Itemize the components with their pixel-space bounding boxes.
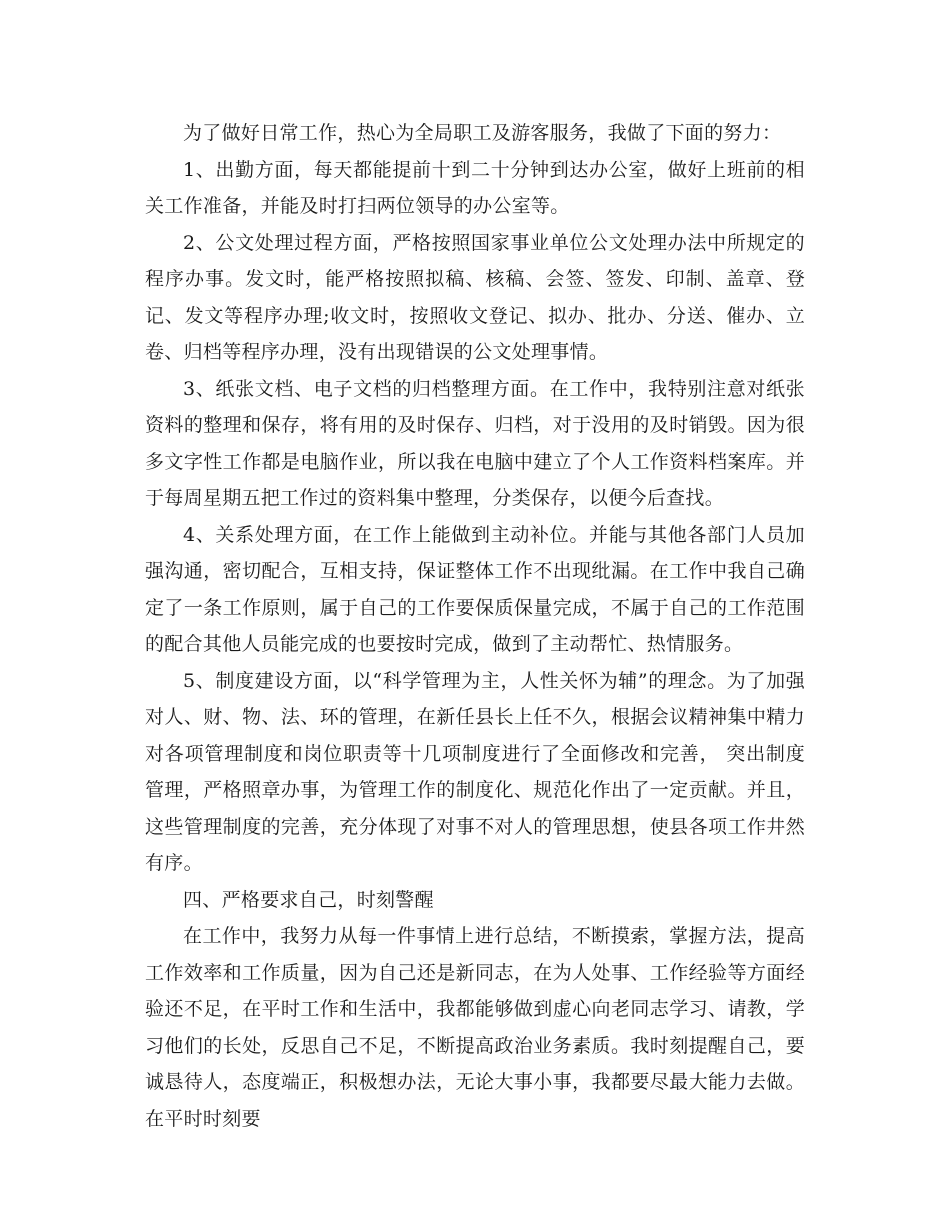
paragraph-document-processing: 2、公文处理过程方面，严格按照国家事业单位公文处理办法中所规定的程序办事。发文时，能严格按照拟稿、核稿、会签、签发、印制、盖章、登记、发文等程序办理;收文时，按照收文登记、拟办、批办、分送、催办、立卷、归档等程序办理，没有出现错误的公文处理事情。 — [145, 231, 805, 363]
paragraph-relations: 4、关系处理方面，在工作上能做到主动补位。并能与其他各部门人员加强沟通，密切配合，互相支持，保证整体工作不出现纰漏。在工作中我自己确定了一条工作原则，属于自己的工作要保质保量完成，不属于自己的工作范围的配合其他人员能完成的也要按时完成，做到了主动帮忙、热情服务。 — [145, 523, 805, 655]
document-body — [145, 115, 805, 1137]
paragraph-attendance: 1、出勤方面，每天都能提前十到二十分钟到达办公室，做好上班前的相关工作准备，并能及时打扫两位领导的办公室等。 — [145, 158, 805, 217]
paragraph-intro: 为了做好日常工作，热心为全局职工及游客服务，我做了下面的努力： — [183, 122, 782, 144]
section-heading: 四、严格要求自己，时刻警醒 — [183, 888, 434, 911]
paragraph-self-discipline: 在工作中，我努力从每一件事情上进行总结，不断摸索，掌握方法，提高工作效率和工作质量，因为自己还是新同志，在为人处事、工作经验等方面经验还不足，在平时工作和生活中，我都能够做到虚心向老同志学习、请教，学习他们的长处，反思自己不足，不断提高政治业务素质。我时刻提醒自己，要诚恳待人，态度端正，积极想办法，无论大事小事，我都要尽最大能力去做。在平时时刻要 — [145, 925, 805, 1130]
paragraph-system-building: 5、制度建设方面，以“科学管理为主，人性关怀为辅”的理念。为了加强对人、财、物、法、环的管理，在新任县长上任不久，根据会议精神集中精力对各项管理制度和岗位职责等十几项制度进行了全面修改和完善， 突出制度管理，严格照章办事，为管理工作的制度化、规范化作出了一定贡献。并且，这些管理制度的完善，充分体现了对事不对人的管理思想，使县各项工作井然有序。 — [145, 669, 805, 874]
paragraph-archiving: 3、纸张文档、电子文档的归档整理方面。在工作中，我特别注意对纸张资料的整理和保存，将有用的及时保存、归档，对于没用的及时销毁。因为很多文字性工作都是电脑作业，所以我在电脑中建立了个人工作资料档案库。并于每周星期五把工作过的资料集中整理，分类保存，以便今后查找。 — [145, 377, 805, 509]
